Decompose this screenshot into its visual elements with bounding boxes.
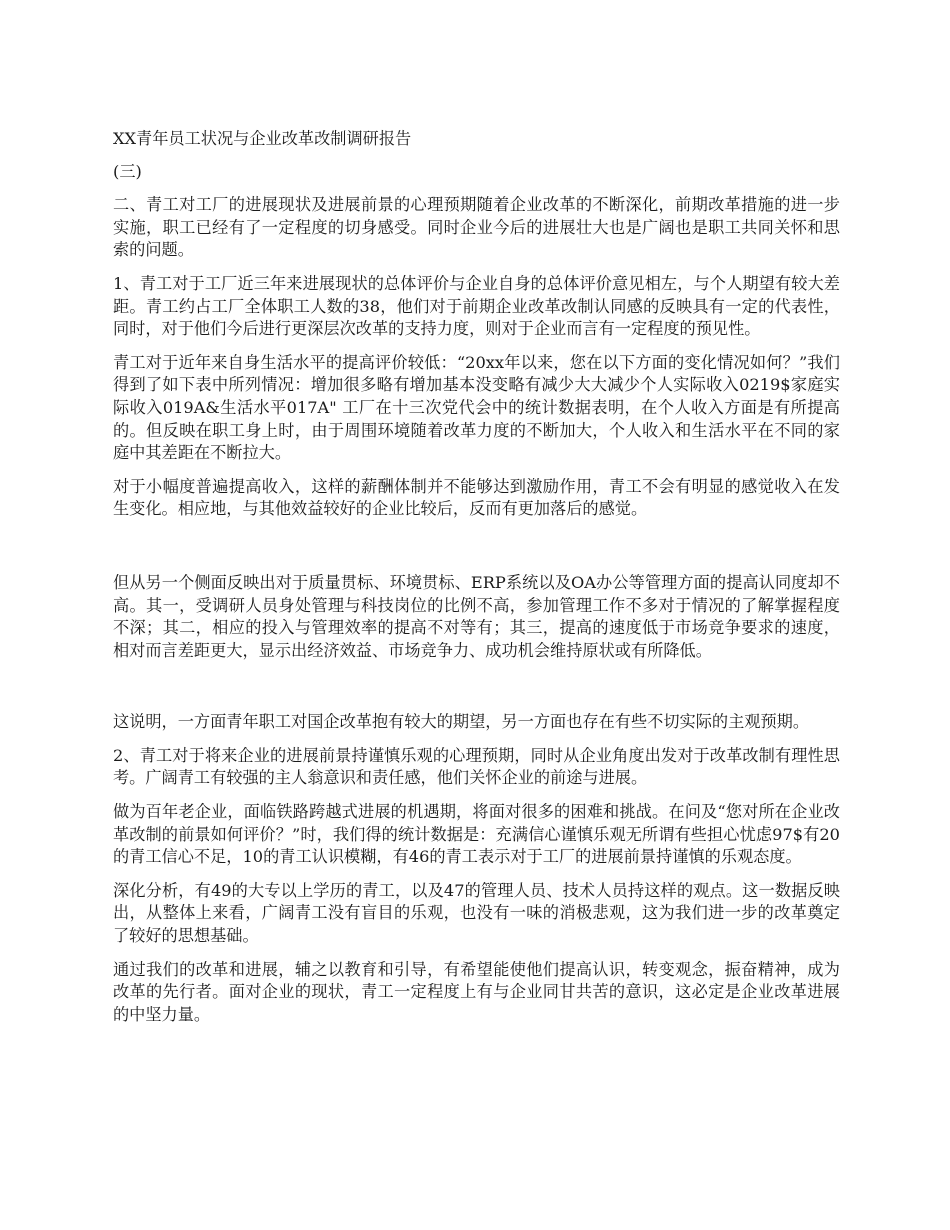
paragraph-expectations: 这说明，一方面青年职工对国企改革抱有较大的期望，另一方面也存在有些不切实际的主观预期。	[113, 712, 810, 732]
paragraph-management-recognition: 但从另一个侧面反映出对于质量贯标、环境贯标、ERP系统以及OA办公等管理方面的提高认同度却不高。其一，受调研人员身处管理与科技岗位的比例不高，参加管理工作不多对于情况的了解掌握程度不深；其二，相应的投入与管理效率的提高不对等有；其三，提高的速度低于市场竞争要求的速度，相对而言差距更大，显示出经济效益、市场竞争力、成功机会维持原状或有所降低。	[113, 572, 840, 660]
paragraph-salary-system: 对于小幅度普遍提高收入，这样的薪酬体制并不能够达到激励作用，青工不会有明显的感觉收入在发生变化。相应地，与其他效益较好的企业比较后，反而有更加落后的感觉。	[113, 476, 840, 519]
paragraph-living-standard: 青工对于近年来自身生活水平的提高评价较低：“20xx年以来，您在以下方面的变化情况如何？”我们得到了如下表中所列情况：增加很多略有增加基本没变略有减少大大减少个人实际收入0219$家庭实际收入019A&生活水平017A" 工厂在十三次党代会中的统计数据表明，在个人收入方面是有所提高的。但反映在职工身上时，由于周围环境随着改革力度的不断加大，个人收入和生活水平在不同的家庭中其差距在不断拉大。	[113, 352, 840, 463]
spacer	[113, 673, 840, 711]
paragraph-conclusion: 通过我们的改革和进展，辅之以教育和引导，有希望能使他们提高认识，转变观念，振奋精神，成为改革的先行者。面对企业的现状，青工一定程度上有与企业同甘共苦的意识，这必定是企业改革进展的中坚力量。	[113, 959, 840, 1024]
paragraph-analysis: 深化分析，有49的大专以上学历的青工，以及47的管理人员、技术人员持这样的观点。这一数据反映出，从整体上来看，广阔青工没有盲目的乐观，也没有一味的消极悲观，这为我们进一步的改革奠定了较好的思想基础。	[113, 880, 840, 946]
paragraph-survey-results: 做为百年老企业，面临铁路跨越式进展的机遇期，将面对很多的困难和挑战。在问及“您对所在企业改革改制的前景如何评价？”时，我们得的统计数据是：充满信心谨慎乐观无所谓有些担心忧虑97$有20的青工信心不足，10的青工认识模糊，有46的青工表示对于工厂的进展前景持谨慎的乐观态度。	[113, 802, 840, 867]
document-body	[113, 128, 840, 1037]
document-title: XX青年员工状况与企业改革改制调研报告	[113, 129, 412, 148]
paragraph-future-outlook-2: 2、青工对于将来企业的进展前景持谨慎乐观的心理预期，同时从企业角度出发对于改革改制有理性思考。广阔青工有较强的主人翁意识和责任感，他们关怀企业的前途与进展。	[113, 745, 840, 788]
section-number: (三)	[113, 161, 142, 181]
paragraph-progress-expectation: 二、青工对工厂的进展现状及进展前景的心理预期随着企业改革的不断深化，前期改革措施的进一步实施，职工已经有了一定程度的切身感受。同时企业今后的进展壮大也是广阔也是职工共同关怀和思索的问题。	[113, 195, 840, 260]
spacer	[113, 532, 840, 572]
paragraph-evaluation-1: 1、青工对于工厂近三年来进展现状的总体评价与企业自身的总体评价意见相左，与个人期望有较大差距。青工约占工厂全体职工人数的38，他们对于前期企业改革改制认同感的反映具有一定的代表性，同时，对于他们今后进行更深层次改革的支持力度，则对于企业而言有一定程度的预见性。	[113, 273, 840, 339]
